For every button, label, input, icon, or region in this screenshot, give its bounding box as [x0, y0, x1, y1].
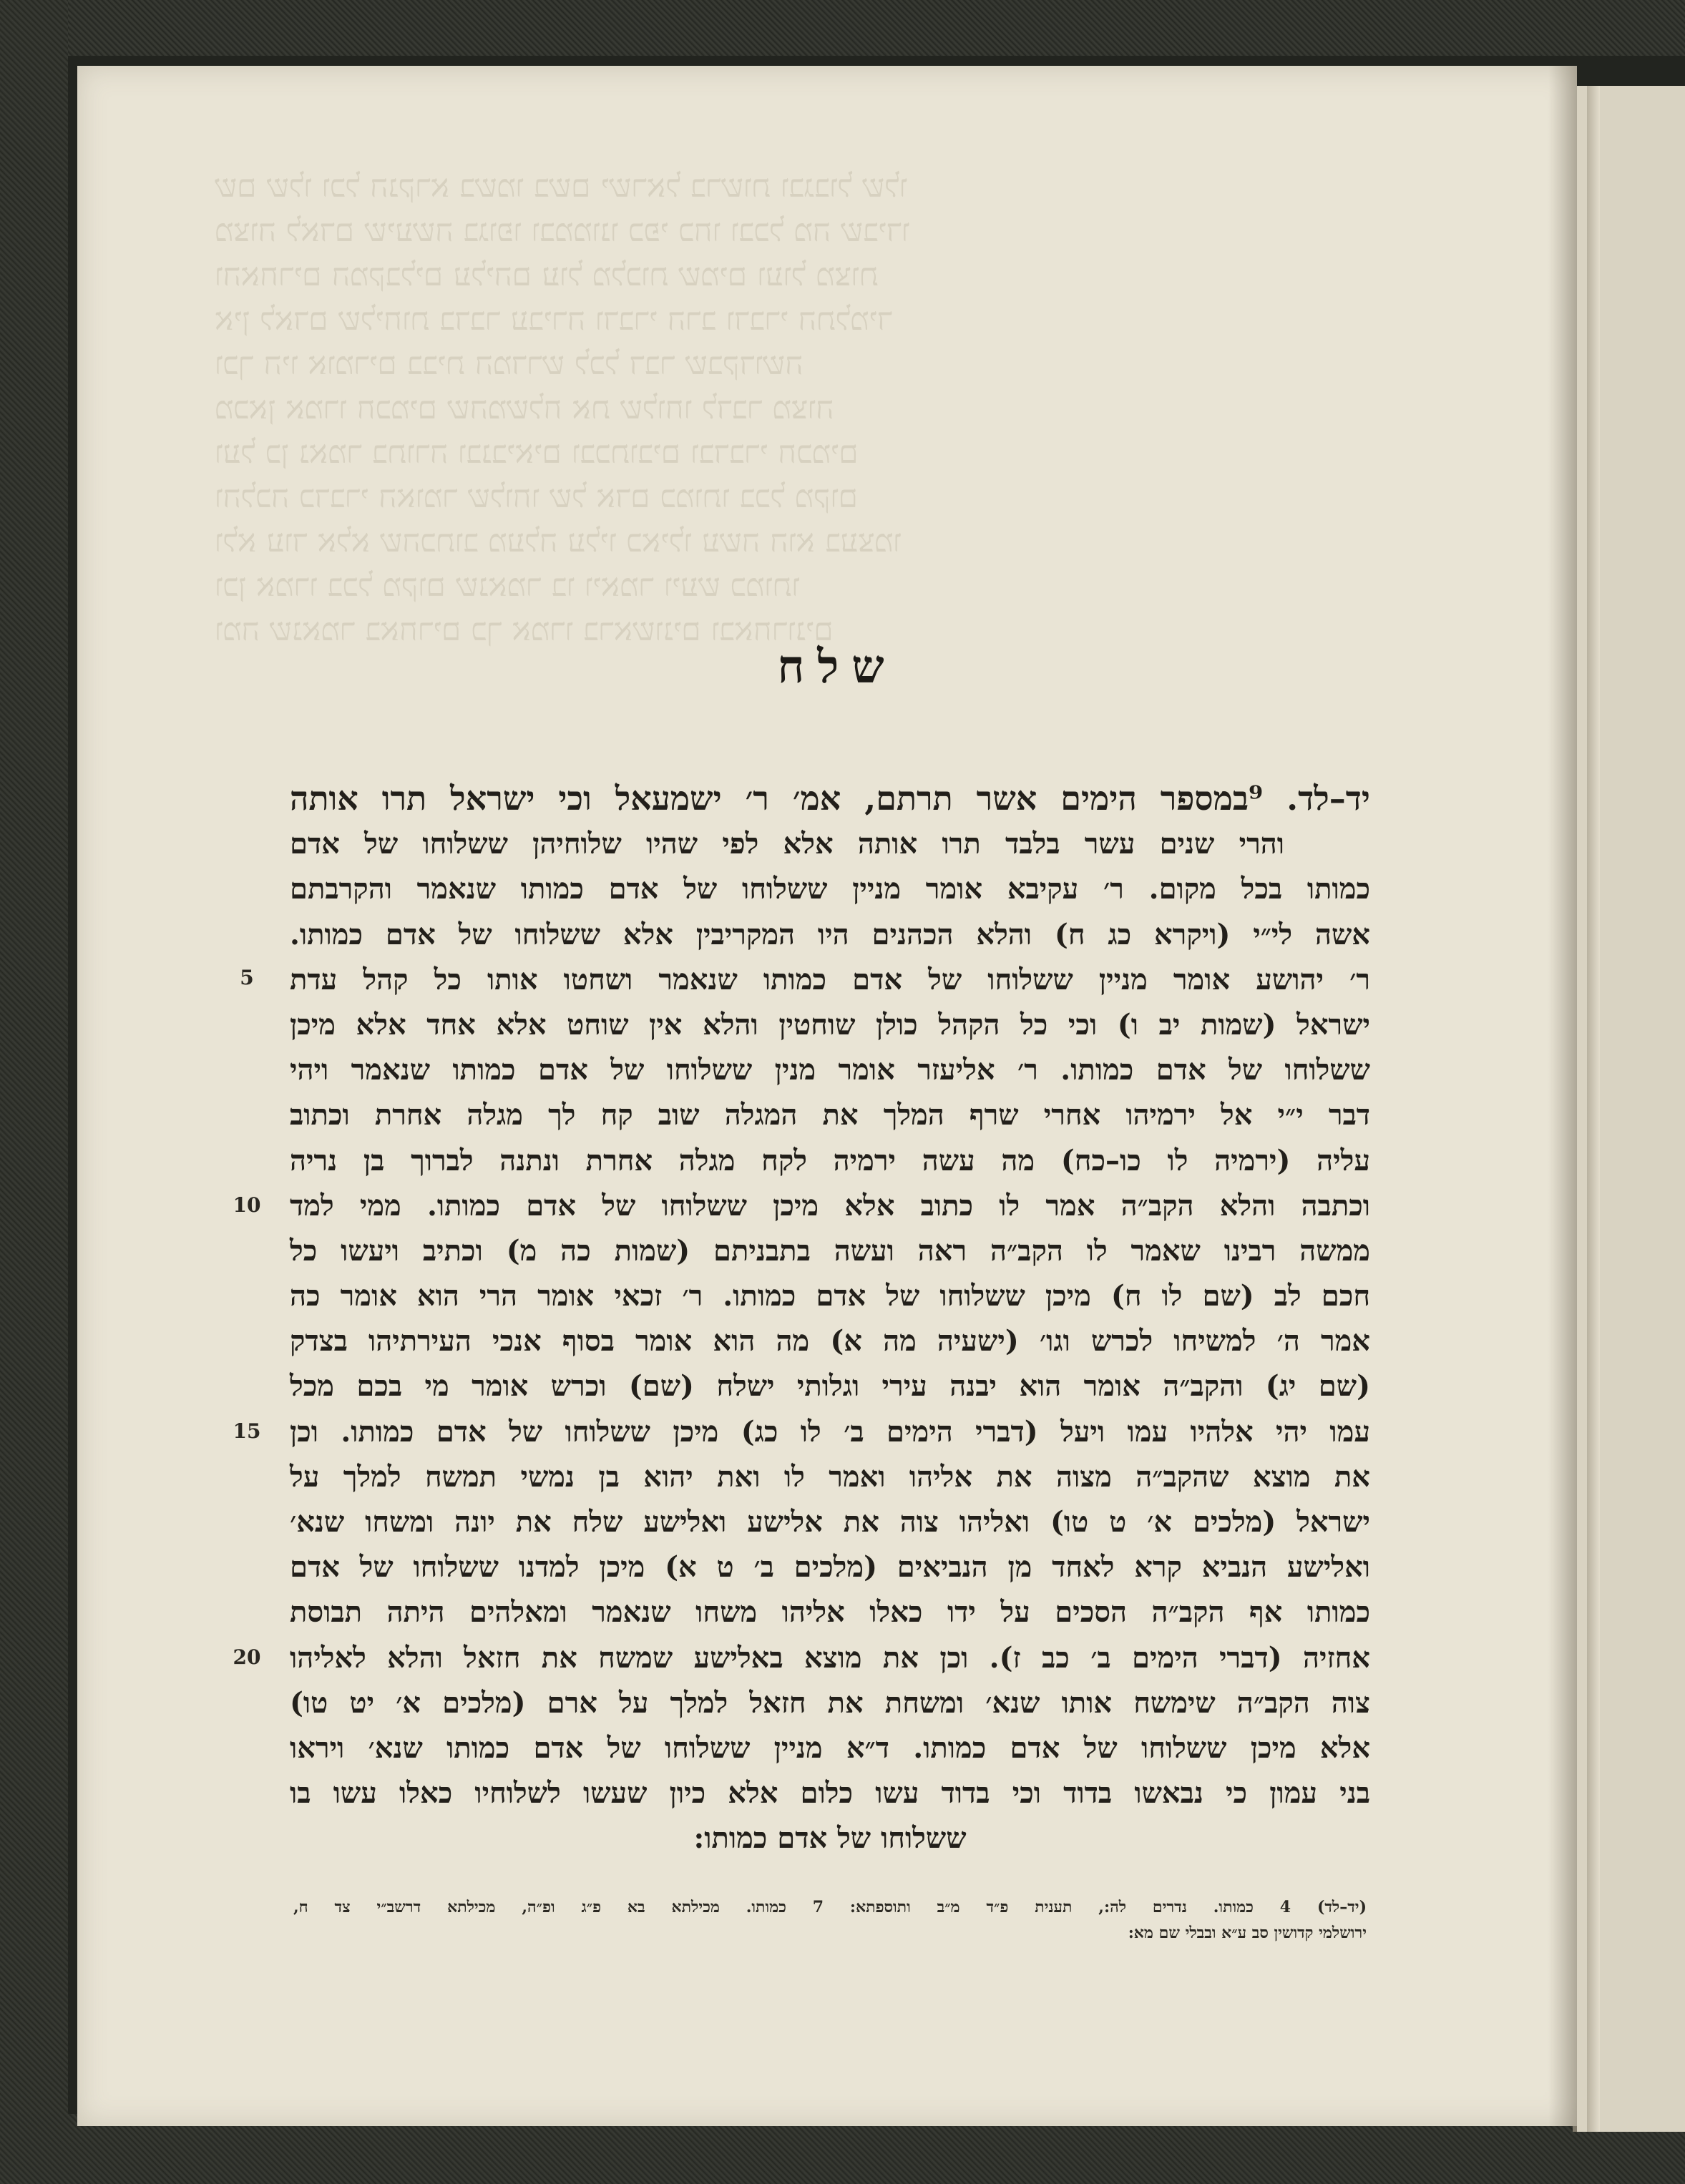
- line-number-10: 10: [233, 1193, 261, 1217]
- bleed-line: ומה שנאמר באחרים כך אמרו בראשונים ובאחרונים: [215, 612, 834, 648]
- bleed-through-text: [215, 165, 1388, 652]
- text-line-12: חכם לב (שם לו ח) מיכן ששלוחו של אדם כמותו. ר׳ זכאי אומר הרי הוא אומר כה: [290, 1279, 1370, 1313]
- text-line-5: ר׳ יהושע אומר מניין ששלוחו של אדם כמותו שנאמר ושחטו אותו כל קהל עדת: [290, 962, 1370, 996]
- text-line-23: בני עמון כי נבאשו בדוד וכי בדוד עשו כלום אלא כיון שעשו לשלוחיו כאלו עשו בו: [290, 1776, 1370, 1811]
- book-cover-top: [0, 0, 1685, 56]
- text-line-21: צוה הקב״ה שימשח אותו שנא׳ ומשחת את חזאל למלך על ארם (מלכים א׳ יט טו): [290, 1685, 1370, 1720]
- bleed-line: וכן אמרו בכל מקום שנאמר בו ויאמר ויעש כמותו: [215, 567, 800, 604]
- text-line-15: עמו יהי אלהיו עמו ויעל (דברי הימים ב׳ לו כג) מיכן ששלוחו של אדם כמותו. וכן: [290, 1414, 1370, 1449]
- page-stack-edge: [1587, 86, 1600, 2132]
- text-line-8: דבר י״י אל ירמיהו אחרי שרף המלך את המגלה שוב קח לך מגלה אחרת וכתוב: [290, 1098, 1370, 1132]
- bleed-line: מצוה לאדם שיעשה בגופו ובממונו כפי כחו ובכל מה שבידו: [215, 212, 910, 249]
- page-title: שלח: [777, 640, 897, 694]
- text-line-6: ישראל (שמות יב ו) וכי כל הקהל כולן שוחטין והלא אין שוחט אלא אחד אלא מיכן: [290, 1007, 1370, 1042]
- text-line-7: ששלוחו של אדם כמותו. ר׳ אליעזר אומר מנין ששלוחו של אדם כמותו שנאמר ויהי: [290, 1053, 1370, 1087]
- text-line-20: אחזיה (דברי הימים ב׳ כב ז). וכן את מוצא באלישע שמשח את חזאל והלא לאליהו: [290, 1640, 1370, 1675]
- line-number-20: 20: [233, 1645, 261, 1669]
- text-line-11: ממשה רבינו שאמר לו הקב״ה ראה ועשה בתבניתם (שמות כה מ) וכתיב ויעשו כל: [290, 1233, 1370, 1268]
- line-number-15: 15: [233, 1419, 261, 1443]
- bleed-line: והאחרים המקבלים עליהם עול מלכות שמים ועול מצות: [215, 257, 879, 293]
- bleed-line: וכך היו אומרים בבית המדרש לכל דבר שבקדושה: [215, 346, 804, 382]
- bleed-line: והלכה כדברי האומר שלוחו של אדם כמותו בכל מקום: [215, 479, 859, 515]
- page-gutter-shadow: [1548, 66, 1577, 2126]
- text-line-18: ואלישע הנביא קרא לאחד מן הנביאים (מלכים ב׳ ט א) מיכן למדנו ששלוחו של אדם: [290, 1550, 1370, 1585]
- bleed-line: ולא עוד אלא שהכתוב מעלה עליו כאילו עשה הוא בעצמו: [215, 523, 902, 559]
- text-line-1: יד–לד. ⁹במספר הימים אשר תרתם, אמ׳ ר׳ ישמעאל וכי ישראל תרו אותה: [290, 779, 1370, 818]
- text-line-19: כמותו אף הקב״ה הסכים על ידו כאלו אליהו משחו שנאמר ומאלהים היתה תבוסת: [290, 1595, 1370, 1630]
- text-line-17: ישראל (מלכים א׳ ט טו) ואליהו צוה את אלישע ואלישע שלח את יונה ומשחו שנא׳: [290, 1505, 1370, 1539]
- footnote-line: ירושלמי קדושין סב ע״א ובבלי שם מא:: [1128, 1924, 1367, 1942]
- text-line-2: והרי שנים עשר בלבד תרו אותה אלא לפי שהיו שלוחיהן ששלוחו של אדם: [290, 827, 1284, 861]
- text-line-4: אשה לי״י (ויקרא כג ח) והלא הכהנים היו המקריבין אלא ששלוחו של אדם כמותו.: [290, 917, 1370, 951]
- book-cover-left: [0, 0, 68, 2184]
- main-text: [290, 776, 1370, 1861]
- text-line-13: אמר ה׳ למשיחו לכרש וגו׳ (ישעיה מה א) מה הוא אומר בסוף אנכי העירתיהו בצדק: [290, 1324, 1370, 1358]
- bleed-line: אין לאדם שליחות בדבר עבירה ודברי הרב ודברי התלמיד: [215, 301, 892, 338]
- text-line-24: ששלוחו של אדם כמותו:: [693, 1821, 967, 1856]
- line-number-5: 5: [240, 966, 254, 989]
- footnotes: [293, 1894, 1367, 1946]
- text-line-9: עליה (ירמיה לו כו–כח) מה עשה ירמיה לקח מגלה אחרת ונתנה לברוך בן נריה: [290, 1143, 1370, 1177]
- bleed-line: מכאן אמרו חכמים שהמשלח את שלוחו לדבר מצוה: [215, 390, 834, 426]
- bleed-line: שם שלו וכל הנקרא בשמו בשם ישראל ברשות ובגבול שלו: [215, 168, 907, 205]
- footnote-line: (יד–לד) 4 כמותו. נדרים לה:, תענית פ״ד מ״ב ותוספתא: 7 כמותו. מכילתא בא פ״ג ופ״ה, מכילתא דרשב״י צד ח,: [293, 1898, 1367, 1916]
- text-line-16: את מוצא שהקב״ה מצוה את אליהו ואמר לו ואת יהוא בן נמשי תמשח למלך על: [290, 1459, 1370, 1494]
- bleed-line: ועל כן נאמר בתורה ובנביאים ובכתובים ובדברי חכמים: [215, 434, 859, 471]
- text-line-3: כמותו בכל מקום. ר׳ עקיבא אומר מניין ששלוחו של אדם כמותו שנאמר והקרבתם: [290, 872, 1370, 906]
- text-line-10: וכתבה והלא הקב״ה אמר לו כתוב אלא מיכן ששלוחו של אדם כמותו. ממי למד: [290, 1188, 1370, 1223]
- text-line-22: אלא מיכן ששלוחו של אדם כמותו. ד״א מניין ששלוחו של אדם כמותו שנא׳ ויראו: [290, 1730, 1370, 1765]
- text-line-14: (שם יג) והקב״ה אומר הוא יבנה עירי וגלותי ישלח (שם) וכרש אומר מי בכם מכל: [290, 1369, 1370, 1404]
